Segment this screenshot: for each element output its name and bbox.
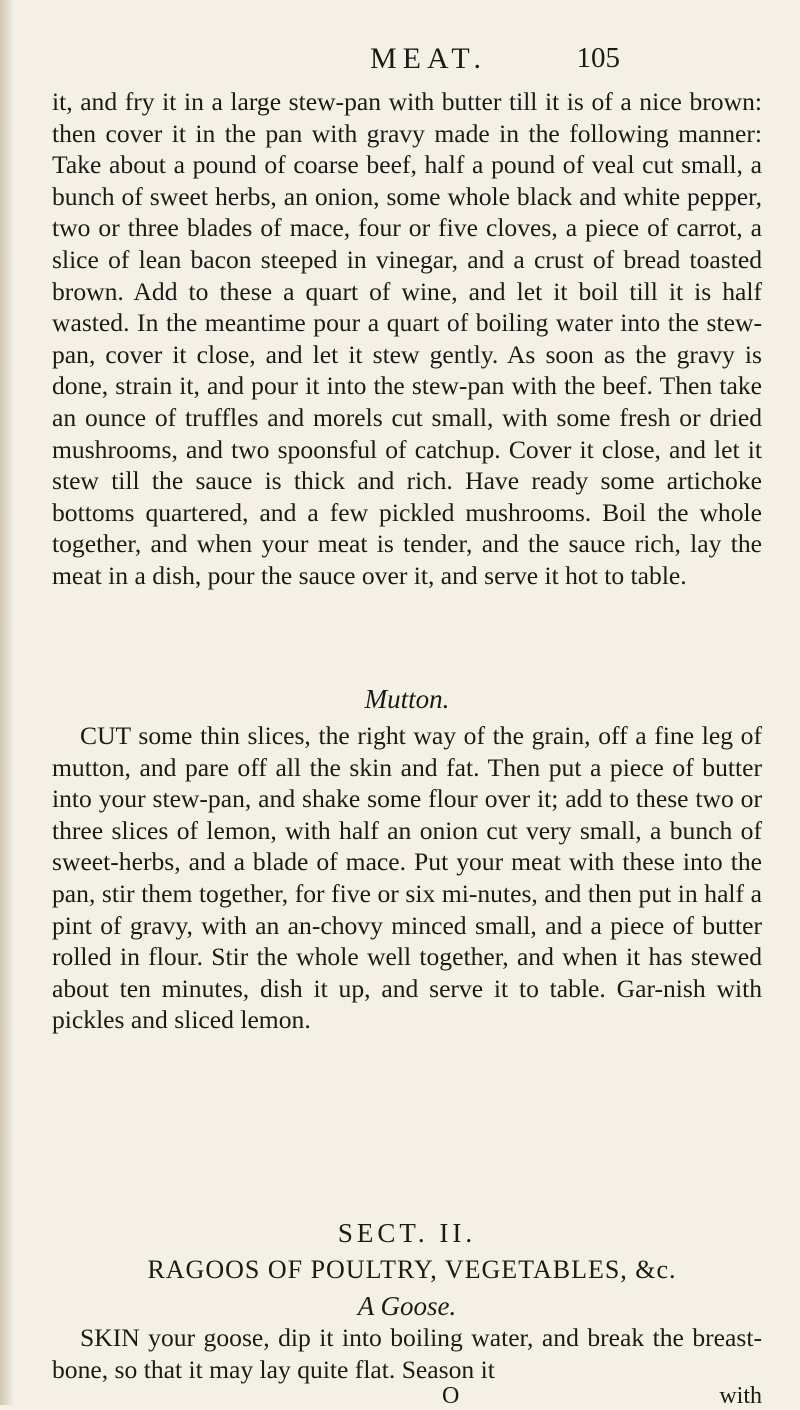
page-header	[370, 42, 620, 82]
section-number: SECT. II.	[337, 1218, 477, 1248]
recipe-heading-mutton: Mutton.	[364, 684, 450, 714]
signature-mark: O	[442, 1383, 460, 1409]
page-footer	[52, 1383, 762, 1407]
running-title: MEAT.	[370, 42, 487, 75]
paragraph-beef-continued	[52, 86, 762, 592]
paragraph-text: CUT some thin slices, the right way of the grain, off a fine leg of mutton, and pare off all the skin and fat. Then put a piece of butter into your stew-pan, and shake some flour over it; add to these two or three slices of lemon, with half an onion cut very small, a bunch of sweet-herbs, and a blade of mace. Put your meat with these into the pan, stir them together, for five or six mi-nutes, and then put in half a pint of gravy, with an an-chovy minced small, and a piece of butter rolled in flour. Stir the whole well together, and when it has stewed about ten minutes, dish it up, and serve it to table. Gar-nish with pickles and sliced lemon.	[52, 721, 762, 1035]
section-title: RAGOOS OF POULTRY, VEGETABLES, &c.	[147, 1255, 677, 1284]
paragraph-mutton	[52, 720, 762, 1036]
page-number: 105	[576, 42, 620, 74]
page-gutter-shadow	[0, 0, 14, 1405]
paragraph-text: it, and fry it in a large stew-pan with butter till it is of a nice brown: then cover it in the pan with gravy made in the following manner: Take about a pound of coarse beef, half a pound of veal cut small, a bunch of sweet herbs, an onion, some whole black and white pepper, two or three blades of mace, four or five cloves, a piece of carrot, a slice of lean bacon steeped in vinegar, and a crust of bread toasted brown. Add to these a quart of wine, and let it boil till it is half wasted. In the meantime pour a quart of boiling water into the stew-pan, cover it close, and let it stew gently. As soon as the gravy is done, strain it, and pour it into the stew-pan with the beef. Then take an ounce of truffles and morels cut small, with some fresh or dried mushrooms, and two spoonsful of catchup. Cover it close, and let it stew till the sauce is thick and rich. Have ready some artichoke bottoms quartered, and a few pickled mushrooms. Boil the whole together, and when your meat is tender, and the sauce rich, lay the meat in a dish, pour the sauce over it, and serve it hot to table.	[52, 87, 762, 590]
paragraph-text: SKIN your goose, dip it into boiling water, and break the breast-bone, so that it may lay quite flat. Season it	[52, 1323, 762, 1384]
catchword: with	[719, 1383, 762, 1409]
recipe-heading-goose: A Goose.	[357, 1291, 457, 1321]
paragraph-goose	[52, 1322, 762, 1385]
